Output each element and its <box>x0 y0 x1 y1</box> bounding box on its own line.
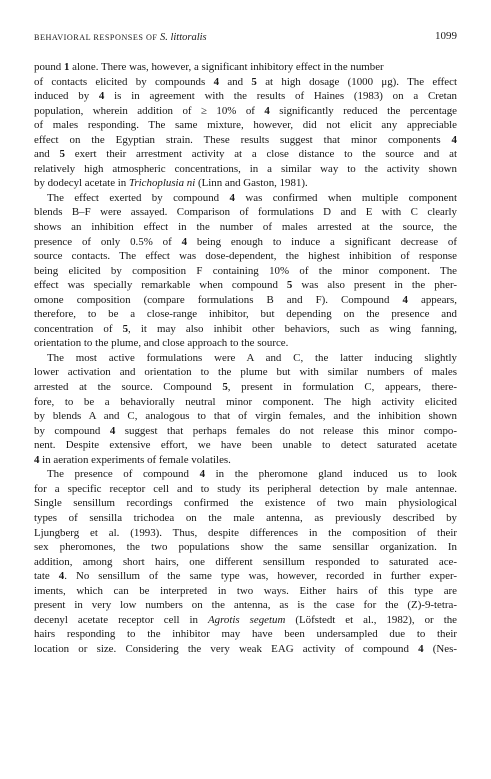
text-segment: location or size. Considering the very weak EAG activity of compound <box>34 642 419 655</box>
text-segment: appears, <box>407 293 458 306</box>
text-segment: pound <box>34 61 64 73</box>
text-segment: omone composition (compare formulations B and F). Compound <box>34 293 403 306</box>
text-line <box>34 627 457 642</box>
text-segment: relatively high atmospheric concentrations, in a similar way to the activity shown <box>34 162 457 175</box>
text-line <box>34 89 457 104</box>
text-line <box>34 555 457 570</box>
compound-number: 4 <box>402 293 408 306</box>
body-text <box>34 60 457 656</box>
text-segment: hairs responding to the inhibitor may have been undersampled due to their <box>34 628 457 641</box>
text-line <box>34 569 457 584</box>
compound-number: 4 <box>98 90 105 103</box>
text-line <box>34 60 457 75</box>
text-segment: at high dosage (1000 μg). The effect <box>256 75 457 88</box>
compound-number: 4 <box>418 642 424 655</box>
text-segment: (Linn and Gaston, 1981). <box>195 177 308 190</box>
compound-number: 5 <box>222 381 228 394</box>
text-segment: The effect exerted by compound <box>47 191 230 204</box>
text-line <box>34 526 457 541</box>
text-segment: by blends A and C, analogous to that of virgin females, and the inhibition shown <box>34 410 457 423</box>
text-line <box>34 162 457 177</box>
text-segment: effect on the Egyptian strain. These results suggest that minor components <box>34 133 452 146</box>
compound-number: 4 <box>199 468 206 481</box>
text-line <box>34 365 457 380</box>
compound-number: 4 <box>58 570 65 583</box>
compound-number: 5 <box>251 75 257 88</box>
text-segment: Single sensillum recordings confirmed the existence of two main physiological <box>34 497 457 510</box>
text-segment: in the pheromone gland induced us to look <box>205 468 457 481</box>
text-line <box>34 496 457 511</box>
text-segment: decenyl acetate receptor cell in <box>34 613 208 626</box>
text-line <box>34 336 457 351</box>
text-line <box>34 147 457 162</box>
text-line <box>34 351 457 366</box>
text-line <box>34 205 457 220</box>
text-segment: orientation to the plume, and close approach to the source. <box>34 337 289 350</box>
text-line <box>34 133 457 148</box>
text-segment: Ljungberg et al. (1993). Thus, despite differences in the composition of their <box>34 526 457 539</box>
text-segment: sex pheromones, the two populations show the same sensillar organization. In <box>34 541 457 554</box>
text-segment: and <box>34 148 60 161</box>
text-segment: of contacts elicited by compounds <box>34 75 214 88</box>
text-line <box>34 424 457 439</box>
text-line <box>34 642 457 657</box>
compound-number: 4 <box>229 191 235 204</box>
compound-number: 4 <box>34 453 40 466</box>
text-segment: alone. There was, however, a significant inhibitory effect in the number <box>69 61 384 73</box>
text-segment: effect was specially remarkable when compound <box>34 279 287 292</box>
text-segment: . No sensillum of the same type was, however, recorded in further exper- <box>64 570 457 583</box>
text-segment: was confirmed when multiple component <box>234 191 457 204</box>
text-line <box>34 584 457 599</box>
text-line <box>34 191 457 206</box>
text-line <box>34 613 457 628</box>
text-segment: addition, among short hairs, one different sensillum responded to saturated ace- <box>34 555 457 568</box>
text-line <box>34 380 457 395</box>
text-line <box>34 482 457 497</box>
text-line <box>34 104 457 119</box>
text-segment: lower activation and orientation to the plume but with similar numbers of males <box>34 366 457 379</box>
text-segment: iments, which can be interpreted in two ways. Either hairs of this type are <box>34 584 457 597</box>
compound-number: 5 <box>286 279 293 292</box>
text-segment: fore, to be a behaviorally neutral minor component. The high activity elicited <box>34 395 457 408</box>
text-segment: tate <box>34 570 59 583</box>
text-line <box>34 118 457 133</box>
text-segment: and <box>219 75 252 88</box>
text-segment: present in very low numbers on the antenna, as is the case for the (Z)-9-tetra- <box>34 599 457 612</box>
text-segment: blends B–F were assayed. Comparison of formulations D and E with C clearly <box>34 206 457 219</box>
text-segment: The presence of compound <box>47 468 200 481</box>
compound-number: 4 <box>109 424 116 437</box>
text-line <box>34 235 457 250</box>
text-line <box>34 322 457 337</box>
text-line <box>34 598 457 613</box>
page-number: 1099 <box>435 30 457 42</box>
text-line <box>34 293 457 308</box>
running-head <box>34 32 207 43</box>
compound-number: 4 <box>451 133 457 146</box>
text-segment: of males responding. The same mixture, however, did not elicit any appreciable <box>34 119 457 132</box>
text-segment: significantly reduced the percentage <box>269 104 458 117</box>
species-name: Agrotis segetum <box>207 613 286 626</box>
text-line <box>34 438 457 453</box>
text-line <box>34 176 457 191</box>
text-segment: presence of only 0.5% of <box>34 235 182 248</box>
compound-number: 5 <box>59 148 65 161</box>
text-segment: exert their arrestment activity at a close distance to the source and at <box>64 148 457 161</box>
text-segment: is in agreement with the results of Haines (1983) on a Cretan <box>104 90 457 103</box>
text-line <box>34 540 457 555</box>
compound-number: 4 <box>264 104 270 117</box>
compound-number: 1 <box>63 61 70 73</box>
text-segment: induced by <box>34 90 99 103</box>
text-line <box>34 220 457 235</box>
text-segment: for a specific receptor cell and to study its peripheral detection by male antennae. <box>34 482 457 495</box>
text-segment: was also present in the pher- <box>292 279 457 292</box>
text-segment: concentration of <box>34 322 123 335</box>
text-line <box>34 264 457 279</box>
text-line <box>34 75 457 90</box>
text-segment: being enough to induce a significant decrease of <box>187 235 457 248</box>
text-line <box>34 278 457 293</box>
running-head-species: S. littoralis <box>159 32 207 43</box>
compound-number: 4 <box>181 235 188 248</box>
text-segment: source contacts. The effect was dose-dependent, the highest inhibition of response <box>34 250 457 263</box>
text-segment: population, wherein addition of ≥ 10% of <box>34 104 265 117</box>
text-segment: being elicited by composition F containing 10% of the minor component. The <box>34 264 457 277</box>
species-name: Trichoplusia ni <box>128 177 196 190</box>
text-segment: nent. Despite extensive effort, we have been unable to detect saturated acetate <box>34 439 457 452</box>
text-segment: (Löfstedt et al., 1982), or the <box>285 613 457 626</box>
text-line <box>34 409 457 424</box>
page-header <box>34 30 457 46</box>
text-segment: by dodecyl acetate in <box>34 177 129 190</box>
text-segment: shows an inhibition effect in the number of males arrested at the source, the <box>34 221 457 234</box>
text-segment: in aeration experiments of female volatiles. <box>39 453 231 466</box>
compound-number: 5 <box>122 322 129 335</box>
text-line <box>34 249 457 264</box>
text-segment: types of sensilla trichodea on the male antenna, as previously described by <box>34 511 457 524</box>
text-segment: by compound <box>34 424 110 437</box>
text-segment: arrested at the source. Compound <box>34 381 223 394</box>
text-line <box>34 467 457 482</box>
text-segment: , it may also inhibit other behaviors, such as wing fanning, <box>128 322 457 335</box>
text-segment: therefore, to be a close-range inhibitor, but depending on the presence and <box>34 308 457 321</box>
text-segment: The most active formulations were A and C, the latter inducing slightly <box>47 351 457 364</box>
text-line <box>34 395 457 410</box>
text-line <box>34 511 457 526</box>
text-segment: suggest that perhaps females do not release this minor compo- <box>115 424 457 437</box>
running-head-prefix: BEHAVIORAL RESPONSES OF <box>34 33 160 42</box>
text-segment: , present in formulation C, appears, there- <box>227 381 457 394</box>
text-segment: (Nes- <box>423 642 457 655</box>
text-line <box>34 453 457 468</box>
text-line <box>34 307 457 322</box>
compound-number: 4 <box>213 75 220 88</box>
